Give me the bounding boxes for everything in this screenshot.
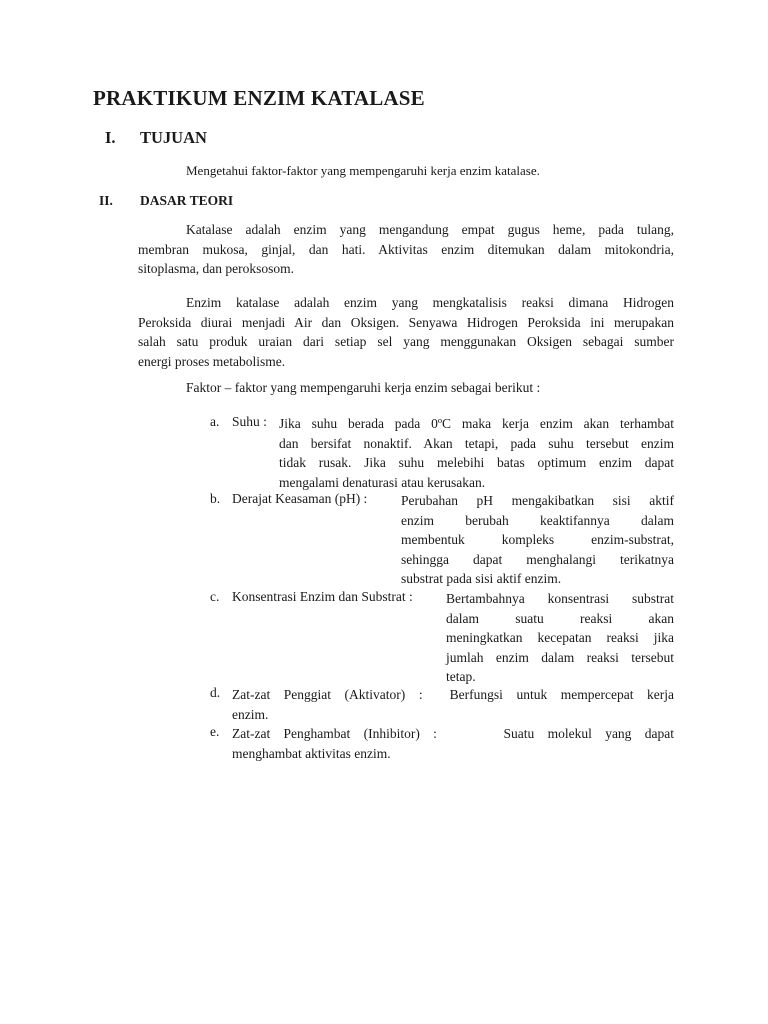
factor-a-line: Jika suhu berada pada 0ºC maka kerja enzim akan terhambat bbox=[279, 416, 674, 431]
paragraph-2-line: energi proses metabolisme. bbox=[138, 353, 286, 369]
factor-c-marker: c. bbox=[210, 589, 220, 604]
factor-b-line: Perubahan pH mengakibatkan sisi aktif bbox=[401, 493, 674, 508]
section-1-text: Mengetahui faktor-faktor yang mempengaruhi kerja enzim katalase. bbox=[186, 163, 540, 178]
factor-c-line: jumlah enzim dalam reaksi tersebut bbox=[446, 649, 674, 665]
factor-b-label: Derajat Keasaman (pH) : bbox=[232, 491, 368, 506]
factor-c-line: Bertambahnya konsentrasi substrat bbox=[446, 591, 674, 606]
section-2-heading: DASAR TEORI bbox=[140, 193, 234, 208]
page-title: PRAKTIKUM ENZIM KATALASE bbox=[93, 86, 425, 110]
factor-a-marker: a. bbox=[210, 414, 220, 429]
section-1-number: I. bbox=[105, 128, 116, 147]
factor-b-marker: b. bbox=[210, 491, 221, 506]
paragraph-2-line: Peroksida diurai menjadi Air dan Oksigen. Senyawa Hidrogen Peroksida ini merupakan bbox=[138, 314, 674, 330]
paragraph-2-line: salah satu produk uraian dari setiap sel yang menggunakan Oksigen sebagai sumber bbox=[138, 334, 674, 349]
factor-e-text bbox=[232, 724, 674, 763]
factor-a-text bbox=[279, 414, 674, 492]
factor-c-line: meningkatkan kecepatan reaksi jika bbox=[446, 630, 674, 645]
factor-d-text bbox=[232, 685, 674, 724]
factors-intro: Faktor – faktor yang mempengaruhi kerja enzim sebagai berikut : bbox=[186, 380, 541, 395]
factor-c-line: dalam suatu reaksi akan bbox=[446, 610, 674, 626]
paragraph-1-line: Katalase adalah enzim yang mengandung empat gugus heme, pada tulang, bbox=[186, 222, 674, 237]
factor-e-line: Zat-zat Penghambat (Inhibitor) : Suatu molekul yang dapat bbox=[232, 726, 674, 741]
paragraph-1 bbox=[138, 220, 674, 279]
factor-b-text bbox=[401, 491, 674, 589]
paragraph-2-line: Enzim katalase adalah enzim yang mengkatalisis reaksi dimana Hidrogen bbox=[186, 295, 674, 310]
section-2-number: II. bbox=[99, 193, 113, 208]
factor-b-line: membentuk kompleks enzim-substrat, bbox=[401, 532, 674, 547]
factor-d-line: enzim. bbox=[232, 706, 269, 722]
paragraph-2 bbox=[138, 293, 674, 371]
factor-b-line: sehingga dapat menghalangi terikatnya bbox=[401, 551, 674, 567]
factor-a-line: dan bersifat nonaktif. Akan tetapi, pada suhu tersebut enzim bbox=[279, 435, 674, 451]
factor-d-line: Zat-zat Penggiat (Aktivator) : Berfungsi untuk mempercepat kerja bbox=[232, 687, 674, 702]
factor-a-label: Suhu : bbox=[232, 414, 267, 429]
factor-c-label: Konsentrasi Enzim dan Substrat : bbox=[232, 589, 413, 604]
factor-e-marker: e. bbox=[210, 724, 220, 739]
paragraph-1-line: membran mukosa, ginjal, dan hati. Aktivitas enzim ditemukan dalam mitokondria, bbox=[138, 241, 674, 257]
factor-c-line: tetap. bbox=[446, 669, 476, 684]
paragraph-1-line: sitoplasma, dan peroksosom. bbox=[138, 261, 294, 276]
factor-a-line: tidak rusak. Jika suhu melebihi batas optimum enzim dapat bbox=[279, 455, 674, 470]
factor-a-line: mengalami denaturasi atau kerusakan. bbox=[279, 474, 486, 490]
factor-c-text bbox=[446, 589, 674, 687]
factor-b-line: substrat pada sisi aktif enzim. bbox=[401, 571, 562, 586]
section-1-heading: TUJUAN bbox=[140, 128, 207, 147]
factor-b-line: enzim berubah keaktifannya dalam bbox=[401, 512, 674, 528]
factor-d-marker: d. bbox=[210, 685, 221, 700]
factor-e-line: menghambat aktivitas enzim. bbox=[232, 745, 391, 761]
